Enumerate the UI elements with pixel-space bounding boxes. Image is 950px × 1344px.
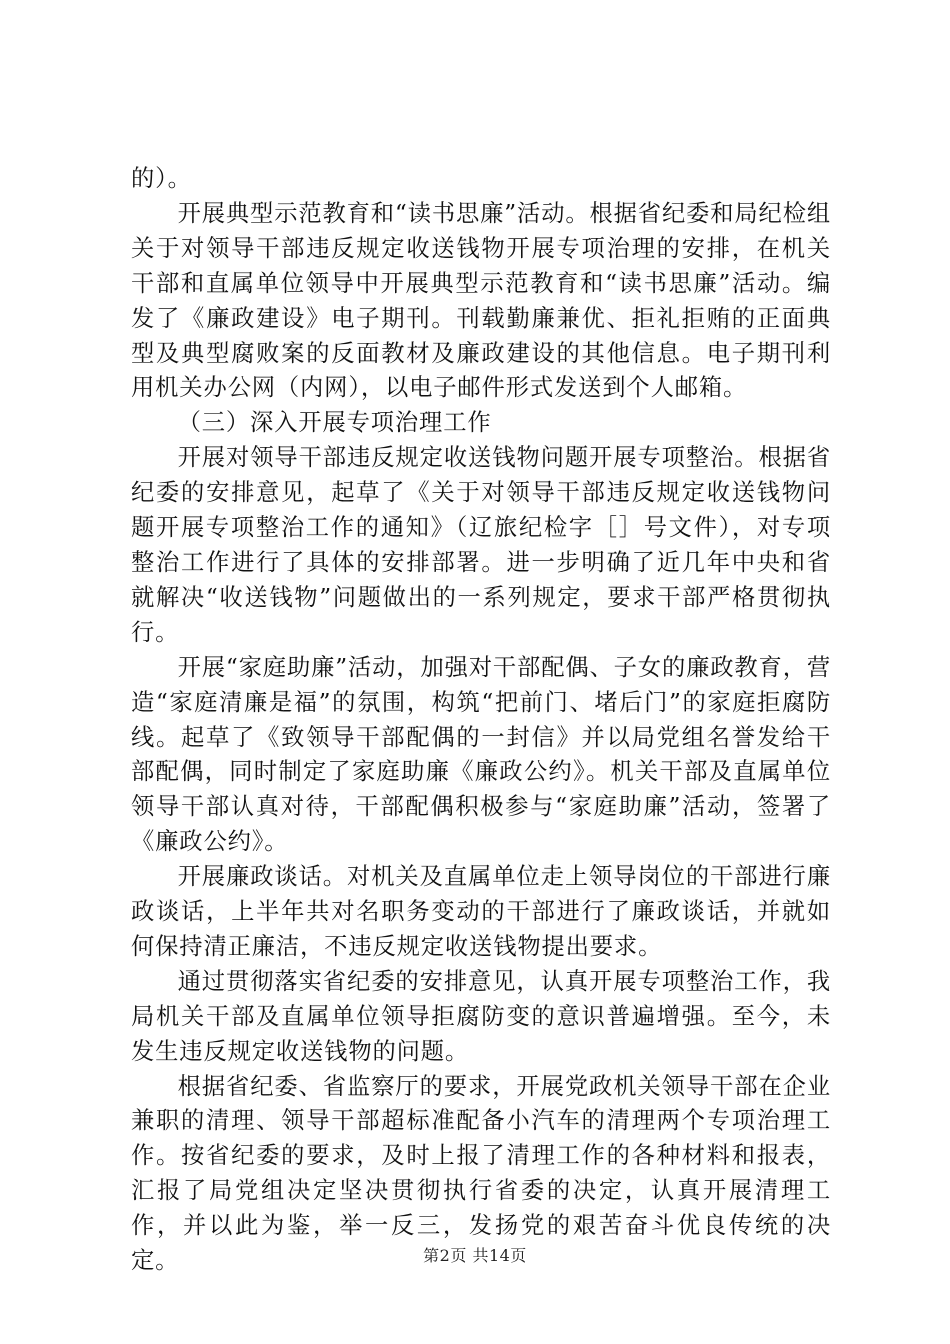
paragraph-reading-activity: 开展典型示范教育和“读书思廉”活动。根据省纪委和局纪检组关于对领导干部违反规定收送钱物开展专项治理的安排，在机关干部和直属单位领导中开展典型示范教育和“读书思廉”活动。编发了《廉政建设》电子期刊。刊载勤廉兼优、拒礼拒贿的正面典型及典型腐败案的反面教材及廉政建设的其他信息。电子期刊利用机关办公网（内网），以电子邮件形式发送到个人邮箱。 (131, 199, 831, 402)
paragraph-integrity-talks: 开展廉政谈话。对机关及直属单位走上领导岗位的干部进行廉政谈话，上半年共对名职务变动的干部进行了廉政谈话，并就如何保持清正廉洁，不违反规定收送钱物提出要求。 (131, 863, 831, 960)
paragraph-continuation: 的）。 (131, 165, 192, 192)
paragraph-family-integrity: 开展“家庭助廉”活动，加强对干部配偶、子女的廉政教育，营造“家庭清廉是福”的氛围，构筑“把前门、堵后门”的家庭拒腐防线。起草了《致领导干部配偶的一封信》并以局党组名誉发给干部配偶，同时制定了家庭助廉《廉政公约》。机关干部及直属单位领导干部认真对待，干部配偶积极参与“家庭助廉”活动，签署了《廉政公约》。 (131, 653, 831, 856)
paragraph-special-rectification: 开展对领导干部违反规定收送钱物问题开展专项整治。根据省纪委的安排意见，起草了《关于对领导干部违反规定收送钱物问题开展专项整治工作的通知》（辽旅纪检字［］号文件），对专项整治工作进行了具体的安排部署。进一步明确了近几年中央和省就解决“收送钱物”问题做出的一系列规定，要求干部严格贯彻执行。 (131, 444, 831, 646)
paragraph-cleanup-work: 根据省纪委、省监察厅的要求，开展党政机关领导干部在企业兼职的清理、领导干部超标准配备小汽车的清理两个专项治理工作。按省纪委的要求，及时上报了清理工作的各种材料和报表，汇报了局党组决定坚决贯彻执行省委的决定，认真开展清理工作，并以此为鉴，举一反三，发扬党的艰苦奋斗优良传统的决定。 (131, 1072, 831, 1275)
paragraph-implementation-results: 通过贯彻落实省纪委的安排意见，认真开展专项整治工作，我局机关干部及直属单位领导拒腐防变的意识普遍增强。至今，未发生违反规定收送钱物的问题。 (131, 967, 831, 1065)
page-number-footer: 第2页 共14页 (423, 1246, 527, 1265)
section-heading-special-governance: （三）深入开展专项治理工作 (177, 409, 492, 437)
document-body (131, 162, 831, 1279)
